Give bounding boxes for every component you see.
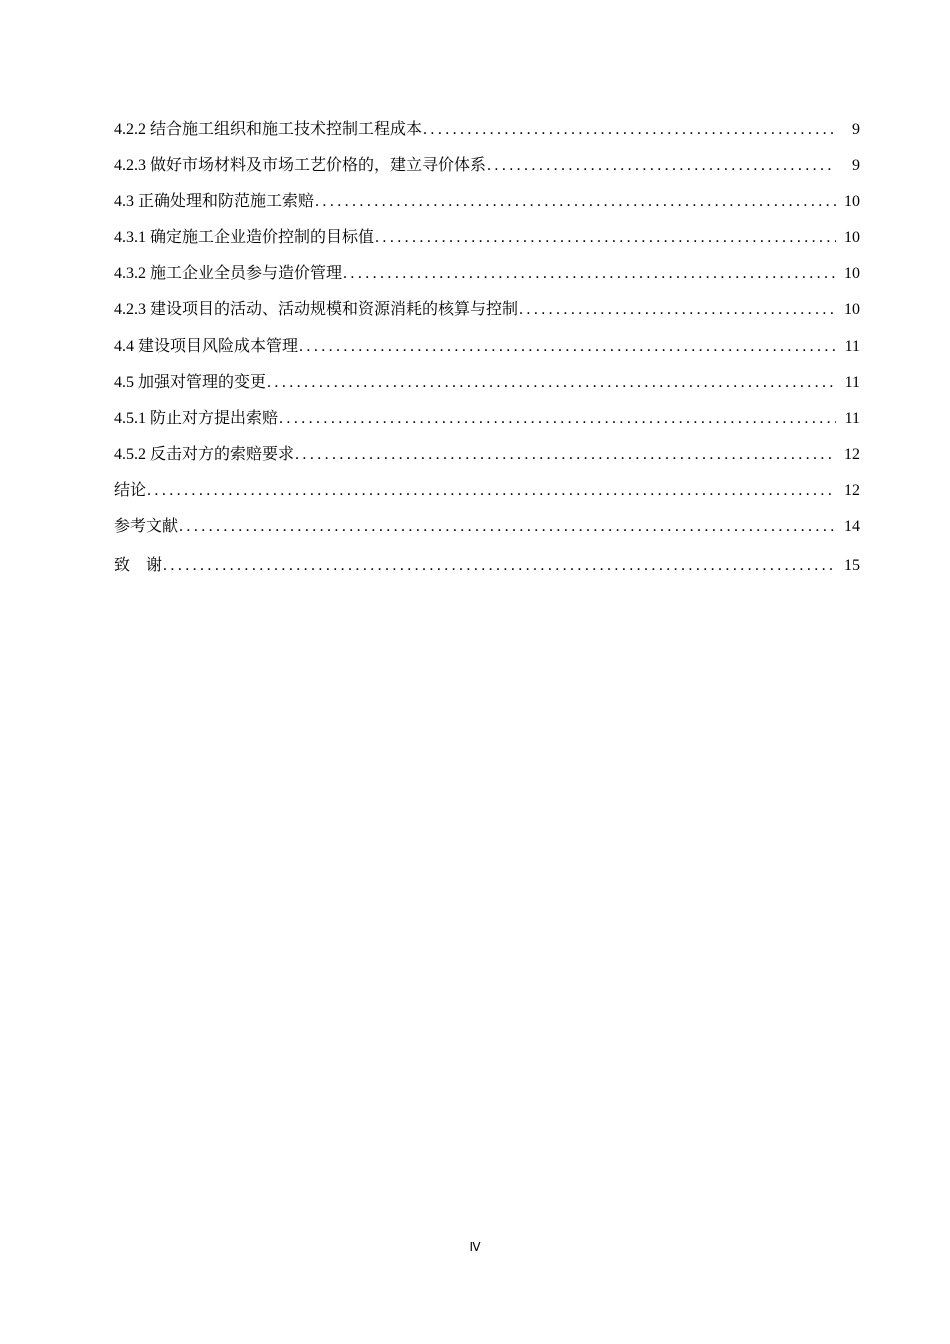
toc-entry-title: 4.5 加强对管理的变更 (114, 373, 267, 391)
toc-dot-leader (343, 262, 836, 286)
toc-entry-4-5[interactable] (114, 371, 860, 407)
toc-entry-4-5-1[interactable] (114, 407, 860, 443)
toc-dot-leader (487, 154, 836, 178)
page-number: Ⅳ (469, 1240, 481, 1254)
toc-entry-4-3[interactable] (114, 190, 860, 226)
toc-dot-leader (299, 335, 836, 359)
toc-entry-4-2-3[interactable] (114, 154, 860, 190)
toc-entry-title: 4.3 正确处理和防范施工索赔 (114, 193, 315, 211)
toc-entry-page: 15 (844, 557, 860, 575)
toc-entry-title: 4.2.3 建设项目的活动、活动规模和资源消耗的核算与控制 (114, 301, 519, 319)
toc-entry-page: 10 (844, 265, 860, 283)
toc-entry-page: 9 (852, 121, 860, 138)
toc-entry-conclusion[interactable] (114, 479, 860, 515)
toc-entry-page: 9 (852, 157, 860, 175)
toc-entry-4-3-1[interactable] (114, 226, 860, 262)
toc-entry-4-2-2[interactable] (114, 118, 860, 154)
toc-entry-page: 11 (844, 373, 860, 391)
toc-entry-title: 参考文献 (114, 518, 179, 536)
toc-dot-leader (163, 554, 836, 578)
toc-entry-page: 12 (844, 481, 860, 499)
toc-entry-4-3-2[interactable] (114, 262, 860, 298)
toc-entry-page: 10 (844, 301, 860, 319)
toc-dot-leader (267, 371, 836, 395)
toc-entry-4-2-3-b[interactable] (114, 298, 860, 334)
toc-entry-acknowledgements[interactable] (114, 554, 860, 594)
toc-entry-page: 10 (844, 193, 860, 211)
toc-entry-references[interactable] (114, 515, 860, 551)
toc-entry-4-4[interactable] (114, 335, 860, 371)
toc-entry-title: 4.3.1 确定施工企业造价控制的目标值 (114, 229, 375, 247)
toc-entry-title: 4.2.3 做好市场材料及市场工艺价格的，建立寻价体系 (114, 157, 487, 175)
toc-entry-4-5-2[interactable] (114, 443, 860, 479)
toc-dot-leader (279, 407, 836, 431)
toc-entry-page: 12 (844, 445, 860, 463)
toc-entry-title: 4.5.2 反击对方的索赔要求 (114, 445, 295, 463)
toc-entry-title: 4.4 建设项目风险成本管理 (114, 337, 299, 355)
toc-dot-leader (315, 190, 836, 214)
toc-dot-leader (423, 118, 836, 142)
toc-entry-title: 4.5.1 防止对方提出索赔 (114, 409, 279, 427)
toc-entry-page: 11 (844, 409, 860, 427)
toc-dot-leader (179, 515, 836, 539)
table-of-contents (114, 118, 860, 594)
toc-entry-title: 致 谢 (114, 557, 163, 575)
toc-dot-leader (375, 226, 836, 250)
toc-dot-leader (295, 443, 836, 467)
toc-entry-page: 11 (844, 337, 860, 355)
toc-dot-leader (519, 298, 836, 322)
toc-entry-title: 结论 (114, 481, 147, 499)
toc-entry-page: 14 (844, 518, 860, 536)
toc-dot-leader (147, 479, 836, 503)
toc-entry-title: 4.3.2 施工企业全员参与造价管理 (114, 265, 343, 283)
toc-entry-page: 10 (844, 229, 860, 247)
toc-entry-title: 4.2.2 结合施工组织和施工技术控制工程成本 (114, 121, 423, 138)
